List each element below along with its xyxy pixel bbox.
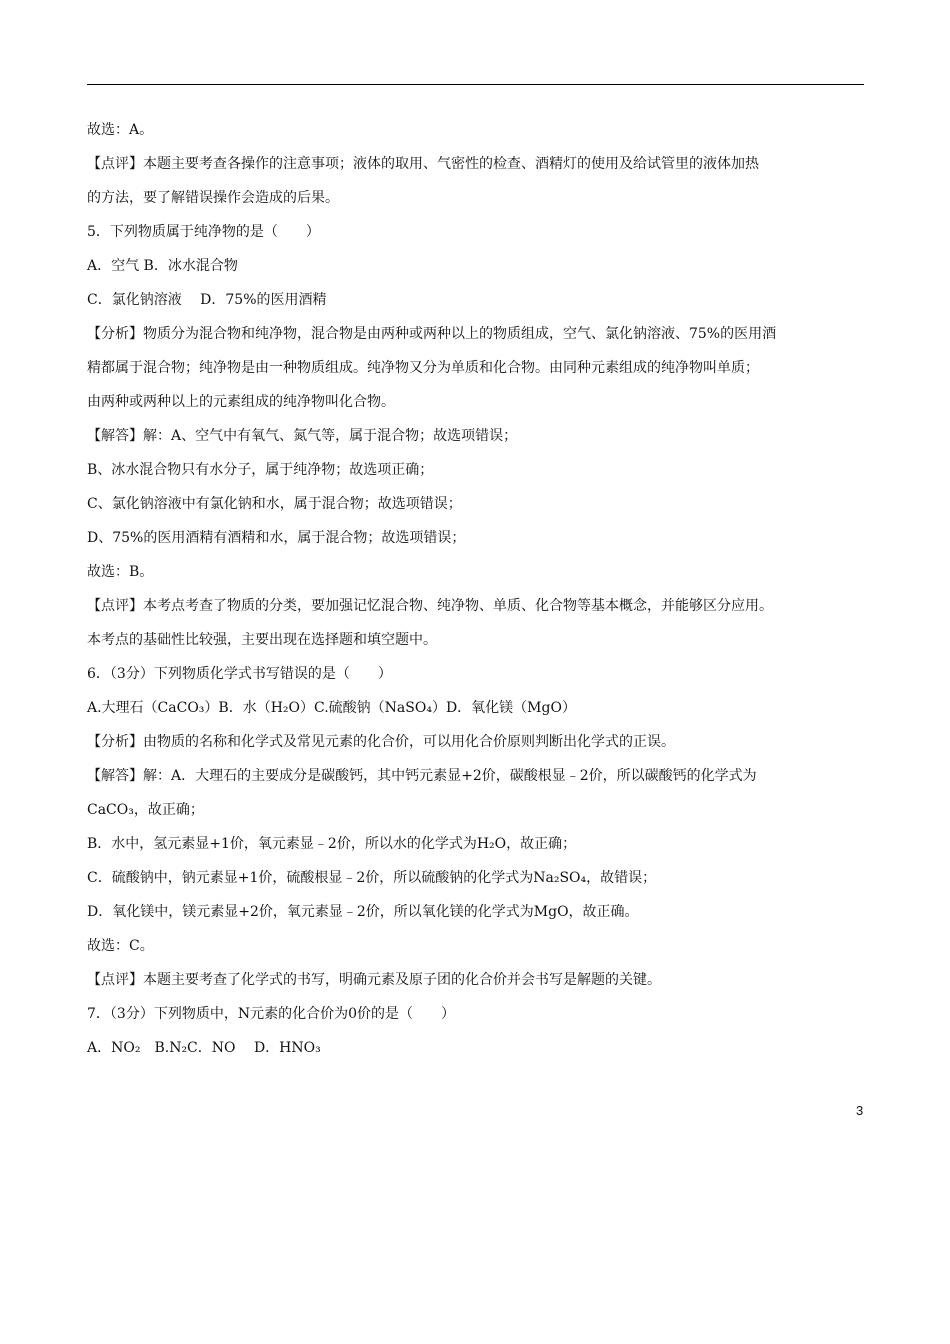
question-6-stem: 6．（3分）下列物质化学式书写错误的是（ ）	[87, 666, 392, 682]
question-6-options: A.大理石（CaCO₃）B．水（H₂O）C.硫酸钠（NaSO₄）D．氧化镁（MgO）	[87, 700, 576, 716]
answer-text: CaCO₃，故正确；	[87, 802, 204, 818]
answer-choice: 故选：C。	[87, 938, 154, 954]
question-5-stem: 5．下列物质属于纯净物的是（ ）	[87, 224, 320, 240]
answer-text: C．硫酸钠中，钠元素显+1价，硫酸根显﹣2价，所以硫酸钠的化学式为Na₂SO₄，故错误；	[87, 870, 657, 886]
text-line: 的方法，要了解错误操作会造成的后果。	[87, 190, 339, 206]
page-number: 3	[856, 1103, 864, 1118]
comment-text: 【点评】本考点考查了物质的分类，要加强记忆混合物、纯净物、单质、化合物等基本概念，并能够区分应用。	[87, 598, 773, 614]
analysis-text: 精都属于混合物；纯净物是由一种物质组成。纯净物又分为单质和化合物。由同种元素组成的纯净物叫单质；	[87, 360, 759, 376]
analysis-text: 由两种或两种以上的元素组成的纯净物叫化合物。	[87, 394, 395, 410]
text-line: 【点评】本题主要考查各操作的注意事项；液体的取用、气密性的检查、酒精灯的使用及给试管里的液体加热	[87, 156, 759, 172]
answer-text: B．水中，氢元素显+1价，氧元素显﹣2价，所以水的化学式为H₂O，故正确；	[87, 836, 577, 852]
answer-choice: 故选：B。	[87, 564, 154, 580]
comment-text: 本考点的基础性比较强，主要出现在选择题和填空题中。	[87, 632, 437, 648]
text-line: 故选：A。	[87, 122, 154, 138]
analysis-text: 【分析】由物质的名称和化学式及常见元素的化合价，可以用化合价原则判断出化学式的正误。	[87, 734, 675, 750]
question-5-options-cd: C．氯化钠溶液 D．75%的医用酒精	[87, 292, 327, 308]
answer-text: C、氯化钠溶液中有氯化钠和水，属于混合物；故选项错误；	[87, 496, 462, 512]
question-5-options-ab: A．空气 B．冰水混合物	[87, 258, 238, 274]
answer-text: 【解答】解：A．大理石的主要成分是碳酸钙，其中钙元素显+2价，碳酸根显﹣2价，所以碳酸钙的化学式为	[87, 768, 757, 784]
comment-text: 【点评】本题主要考查了化学式的书写，明确元素及原子团的化合价并会书写是解题的关键。	[87, 972, 661, 988]
header-rule	[87, 84, 864, 85]
answer-text: D．氧化镁中，镁元素显+2价，氧元素显﹣2价，所以氧化镁的化学式为MgO，故正确。	[87, 904, 639, 920]
answer-text: B、冰水混合物只有水分子，属于纯净物；故选项正确；	[87, 462, 434, 478]
document-body	[87, 122, 867, 1074]
answer-text: D、75%的医用酒精有酒精和水，属于混合物；故选项错误；	[87, 530, 466, 546]
answer-text: 【解答】解：A、空气中有氧气、氮气等，属于混合物；故选项错误；	[87, 428, 518, 444]
analysis-text: 【分析】物质分为混合物和纯净物，混合物是由两种或两种以上的物质组成，空气、氯化钠溶液、75%的医用酒	[87, 326, 777, 342]
question-7-stem: 7．（3分）下列物质中，N元素的化合价为0价的是（ ）	[87, 1006, 455, 1022]
question-7-options: A．NO₂ B.N₂C．NO D．HNO₃	[87, 1040, 321, 1056]
